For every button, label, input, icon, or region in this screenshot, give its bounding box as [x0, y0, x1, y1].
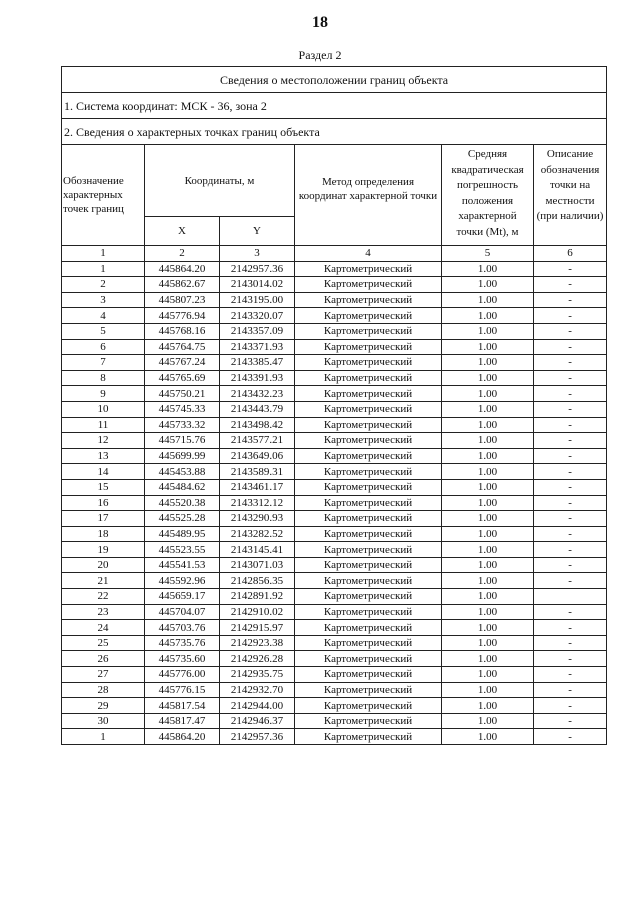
coord-x: 445767.24	[145, 355, 220, 371]
point-number: 22	[62, 589, 145, 605]
table-row	[62, 511, 607, 527]
method: Картометрический	[295, 713, 442, 729]
coord-x: 445735.60	[145, 651, 220, 667]
points-heading: 2. Сведения о характерных точках границ объекта	[62, 119, 607, 145]
coord-y: 2142910.02	[220, 604, 295, 620]
coord-y: 2142957.36	[220, 261, 295, 277]
description: -	[534, 495, 607, 511]
error-value: 1.00	[442, 620, 534, 636]
point-number: 24	[62, 620, 145, 636]
coord-x: 445704.07	[145, 604, 220, 620]
table-row	[62, 682, 607, 698]
description: -	[534, 464, 607, 480]
section-title: Раздел 2	[298, 48, 342, 62]
point-number: 18	[62, 526, 145, 542]
description: -	[534, 698, 607, 714]
column-numbers-row	[62, 246, 607, 262]
coord-y: 2143014.02	[220, 277, 295, 293]
error-value: 1.00	[442, 464, 534, 480]
description: -	[534, 448, 607, 464]
description: -	[534, 261, 607, 277]
table-row	[62, 464, 607, 480]
table-row	[62, 542, 607, 558]
description: -	[534, 573, 607, 589]
error-value: 1.00	[442, 526, 534, 542]
description: -	[534, 355, 607, 371]
error-value: 1.00	[442, 277, 534, 293]
description: -	[534, 277, 607, 293]
point-number: 20	[62, 557, 145, 573]
point-number: 28	[62, 682, 145, 698]
coord-y: 2142891.92	[220, 589, 295, 605]
error-value: 1.00	[442, 698, 534, 714]
error-value: 1.00	[442, 308, 534, 324]
table-row	[62, 433, 607, 449]
coord-y: 2142957.36	[220, 729, 295, 745]
coord-x: 445864.20	[145, 729, 220, 745]
error-value: 1.00	[442, 573, 534, 589]
error-value: 1.00	[442, 542, 534, 558]
error-value: 1.00	[442, 682, 534, 698]
point-number: 6	[62, 339, 145, 355]
description: -	[534, 526, 607, 542]
table-row	[62, 573, 607, 589]
table-row	[62, 526, 607, 542]
description: -	[534, 667, 607, 683]
coord-x: 445862.67	[145, 277, 220, 293]
description: -	[534, 635, 607, 651]
boundary-points-table	[61, 66, 607, 745]
method: Картометрический	[295, 277, 442, 293]
point-number: 12	[62, 433, 145, 449]
description: -	[534, 651, 607, 667]
description: -	[534, 433, 607, 449]
coord-y: 2143498.42	[220, 417, 295, 433]
description: -	[534, 620, 607, 636]
error-value: 1.00	[442, 433, 534, 449]
error-value: 1.00	[442, 713, 534, 729]
coord-y: 2143577.21	[220, 433, 295, 449]
coord-y: 2142856.35	[220, 573, 295, 589]
page-number: 18	[312, 14, 328, 31]
error-value: 1.00	[442, 511, 534, 527]
table-row	[62, 604, 607, 620]
method: Картометрический	[295, 464, 442, 480]
method: Картометрический	[295, 573, 442, 589]
header-coordinates: Координаты, м	[145, 145, 295, 217]
point-number: 1	[62, 261, 145, 277]
table-row	[62, 557, 607, 573]
table-row	[62, 355, 607, 371]
point-number: 13	[62, 448, 145, 464]
method: Картометрический	[295, 386, 442, 402]
coord-x: 445750.21	[145, 386, 220, 402]
method: Картометрический	[295, 511, 442, 527]
point-number: 5	[62, 323, 145, 339]
coord-x: 445525.28	[145, 511, 220, 527]
coord-x: 445715.76	[145, 433, 220, 449]
description: -	[534, 604, 607, 620]
description: -	[534, 370, 607, 386]
point-number: 17	[62, 511, 145, 527]
method: Картометрический	[295, 542, 442, 558]
description: -	[534, 308, 607, 324]
point-number: 14	[62, 464, 145, 480]
points-heading-row	[62, 119, 607, 145]
coord-y: 2142946.37	[220, 713, 295, 729]
error-value: 1.00	[442, 355, 534, 371]
table-row	[62, 308, 607, 324]
table-row	[62, 698, 607, 714]
coord-x: 445733.32	[145, 417, 220, 433]
table-row	[62, 448, 607, 464]
header-row	[62, 145, 607, 217]
table-row	[62, 292, 607, 308]
error-value: 1.00	[442, 589, 534, 605]
coord-y: 2143320.07	[220, 308, 295, 324]
point-number: 2	[62, 277, 145, 293]
error-value: 1.00	[442, 323, 534, 339]
method: Картометрический	[295, 355, 442, 371]
method: Картометрический	[295, 651, 442, 667]
coord-y: 2143282.52	[220, 526, 295, 542]
point-number: 11	[62, 417, 145, 433]
table-row	[62, 713, 607, 729]
description: -	[534, 479, 607, 495]
method: Картометрический	[295, 339, 442, 355]
point-number: 23	[62, 604, 145, 620]
point-number: 15	[62, 479, 145, 495]
coord-x: 445453.88	[145, 464, 220, 480]
error-value: 1.00	[442, 261, 534, 277]
error-value: 1.00	[442, 495, 534, 511]
method: Картометрический	[295, 433, 442, 449]
method: Картометрический	[295, 417, 442, 433]
column-number: 3	[220, 246, 295, 262]
column-number: 2	[145, 246, 220, 262]
coord-y: 2143071.03	[220, 557, 295, 573]
method: Картометрический	[295, 526, 442, 542]
coord-y: 2143371.93	[220, 339, 295, 355]
method: Картометрический	[295, 698, 442, 714]
method: Картометрический	[295, 635, 442, 651]
coord-y: 2143385.47	[220, 355, 295, 371]
method: Картометрический	[295, 308, 442, 324]
table-row	[62, 277, 607, 293]
coord-y: 2143357.09	[220, 323, 295, 339]
error-value: 1.00	[442, 557, 534, 573]
point-number: 3	[62, 292, 145, 308]
coord-x: 445776.00	[145, 667, 220, 683]
table-row	[62, 323, 607, 339]
method: Картометрический	[295, 729, 442, 745]
coord-y: 2143443.79	[220, 401, 295, 417]
coord-y: 2143290.93	[220, 511, 295, 527]
coord-y: 2143461.17	[220, 479, 295, 495]
coord-y: 2142926.28	[220, 651, 295, 667]
error-value: 1.00	[442, 292, 534, 308]
method: Картометрический	[295, 261, 442, 277]
column-number: 1	[62, 246, 145, 262]
error-value: 1.00	[442, 448, 534, 464]
point-number: 4	[62, 308, 145, 324]
coord-x: 445745.33	[145, 401, 220, 417]
coord-x: 445541.53	[145, 557, 220, 573]
header-x: X	[145, 217, 220, 246]
method: Картометрический	[295, 448, 442, 464]
coord-y: 2142915.97	[220, 620, 295, 636]
point-number: 9	[62, 386, 145, 402]
method: Картометрический	[295, 495, 442, 511]
description: -	[534, 511, 607, 527]
error-value: 1.00	[442, 635, 534, 651]
method: Картометрический	[295, 557, 442, 573]
method: Картометрический	[295, 479, 442, 495]
table-row	[62, 417, 607, 433]
point-number: 26	[62, 651, 145, 667]
description: -	[534, 292, 607, 308]
point-number: 1	[62, 729, 145, 745]
header-method: Метод определения координат характерной точки	[295, 145, 442, 246]
table-row	[62, 620, 607, 636]
point-number: 16	[62, 495, 145, 511]
method: Картометрический	[295, 667, 442, 683]
coord-x: 445817.47	[145, 713, 220, 729]
coord-y: 2143649.06	[220, 448, 295, 464]
header-designation: Обозначение характерных точек границ	[62, 145, 145, 246]
table-row	[62, 635, 607, 651]
header-error: Средняя квадратическая погрешность положения характерной точки (Mt), м	[442, 145, 534, 246]
error-value: 1.00	[442, 417, 534, 433]
coord-x: 445489.95	[145, 526, 220, 542]
coord-y: 2142944.00	[220, 698, 295, 714]
method: Картометрический	[295, 292, 442, 308]
coord-y: 2143432.23	[220, 386, 295, 402]
point-number: 7	[62, 355, 145, 371]
coord-x: 445659.17	[145, 589, 220, 605]
description: -	[534, 339, 607, 355]
coord-x: 445523.55	[145, 542, 220, 558]
description: -	[534, 417, 607, 433]
coord-y: 2143145.41	[220, 542, 295, 558]
coord-y: 2142923.38	[220, 635, 295, 651]
coord-x: 445776.94	[145, 308, 220, 324]
coord-x: 445735.76	[145, 635, 220, 651]
coord-x: 445807.23	[145, 292, 220, 308]
coord-y: 2143312.12	[220, 495, 295, 511]
coord-x: 445765.69	[145, 370, 220, 386]
header-description: Описание обозначения точки на местности (при наличии)	[534, 145, 607, 246]
error-value: 1.00	[442, 651, 534, 667]
method: Картометрический	[295, 682, 442, 698]
point-number: 21	[62, 573, 145, 589]
coord-y: 2142932.70	[220, 682, 295, 698]
description: -	[534, 323, 607, 339]
header-y: Y	[220, 217, 295, 246]
coord-x: 445699.99	[145, 448, 220, 464]
coord-x: 445864.20	[145, 261, 220, 277]
coord-y: 2143391.93	[220, 370, 295, 386]
coord-x: 445817.54	[145, 698, 220, 714]
table-row	[62, 729, 607, 745]
coord-x: 445520.38	[145, 495, 220, 511]
description: -	[534, 401, 607, 417]
method: Картометрический	[295, 323, 442, 339]
column-number: 5	[442, 246, 534, 262]
table-row	[62, 479, 607, 495]
coord-x: 445592.96	[145, 573, 220, 589]
coord-y: 2143589.31	[220, 464, 295, 480]
method: Картометрический	[295, 620, 442, 636]
error-value: 1.00	[442, 370, 534, 386]
coord-y: 2143195.00	[220, 292, 295, 308]
coord-x: 445764.75	[145, 339, 220, 355]
table-title-row	[62, 67, 607, 93]
table-row	[62, 370, 607, 386]
point-number: 29	[62, 698, 145, 714]
error-value: 1.00	[442, 339, 534, 355]
description	[534, 589, 607, 605]
point-number: 19	[62, 542, 145, 558]
coordinate-system-row	[62, 93, 607, 119]
coordinate-system: 1. Система координат: МСК - 36, зона 2	[62, 93, 607, 119]
point-number: 10	[62, 401, 145, 417]
coord-y: 2142935.75	[220, 667, 295, 683]
coord-x: 445703.76	[145, 620, 220, 636]
table-row	[62, 261, 607, 277]
point-number: 25	[62, 635, 145, 651]
error-value: 1.00	[442, 729, 534, 745]
method: Картометрический	[295, 589, 442, 605]
column-number: 4	[295, 246, 442, 262]
error-value: 1.00	[442, 667, 534, 683]
error-value: 1.00	[442, 604, 534, 620]
description: -	[534, 386, 607, 402]
table-row	[62, 651, 607, 667]
table-row	[62, 495, 607, 511]
table-row	[62, 589, 607, 605]
description: -	[534, 542, 607, 558]
coord-x: 445776.15	[145, 682, 220, 698]
table-row	[62, 667, 607, 683]
description: -	[534, 713, 607, 729]
description: -	[534, 729, 607, 745]
error-value: 1.00	[442, 401, 534, 417]
method: Картометрический	[295, 401, 442, 417]
table-row	[62, 386, 607, 402]
coord-x: 445484.62	[145, 479, 220, 495]
error-value: 1.00	[442, 479, 534, 495]
point-number: 27	[62, 667, 145, 683]
description: -	[534, 557, 607, 573]
point-number: 8	[62, 370, 145, 386]
point-number: 30	[62, 713, 145, 729]
error-value: 1.00	[442, 386, 534, 402]
method: Картометрический	[295, 604, 442, 620]
description: -	[534, 682, 607, 698]
coord-x: 445768.16	[145, 323, 220, 339]
method: Картометрический	[295, 370, 442, 386]
table-row	[62, 401, 607, 417]
table-row	[62, 339, 607, 355]
column-number: 6	[534, 246, 607, 262]
table-title: Сведения о местоположении границ объекта	[62, 67, 607, 93]
